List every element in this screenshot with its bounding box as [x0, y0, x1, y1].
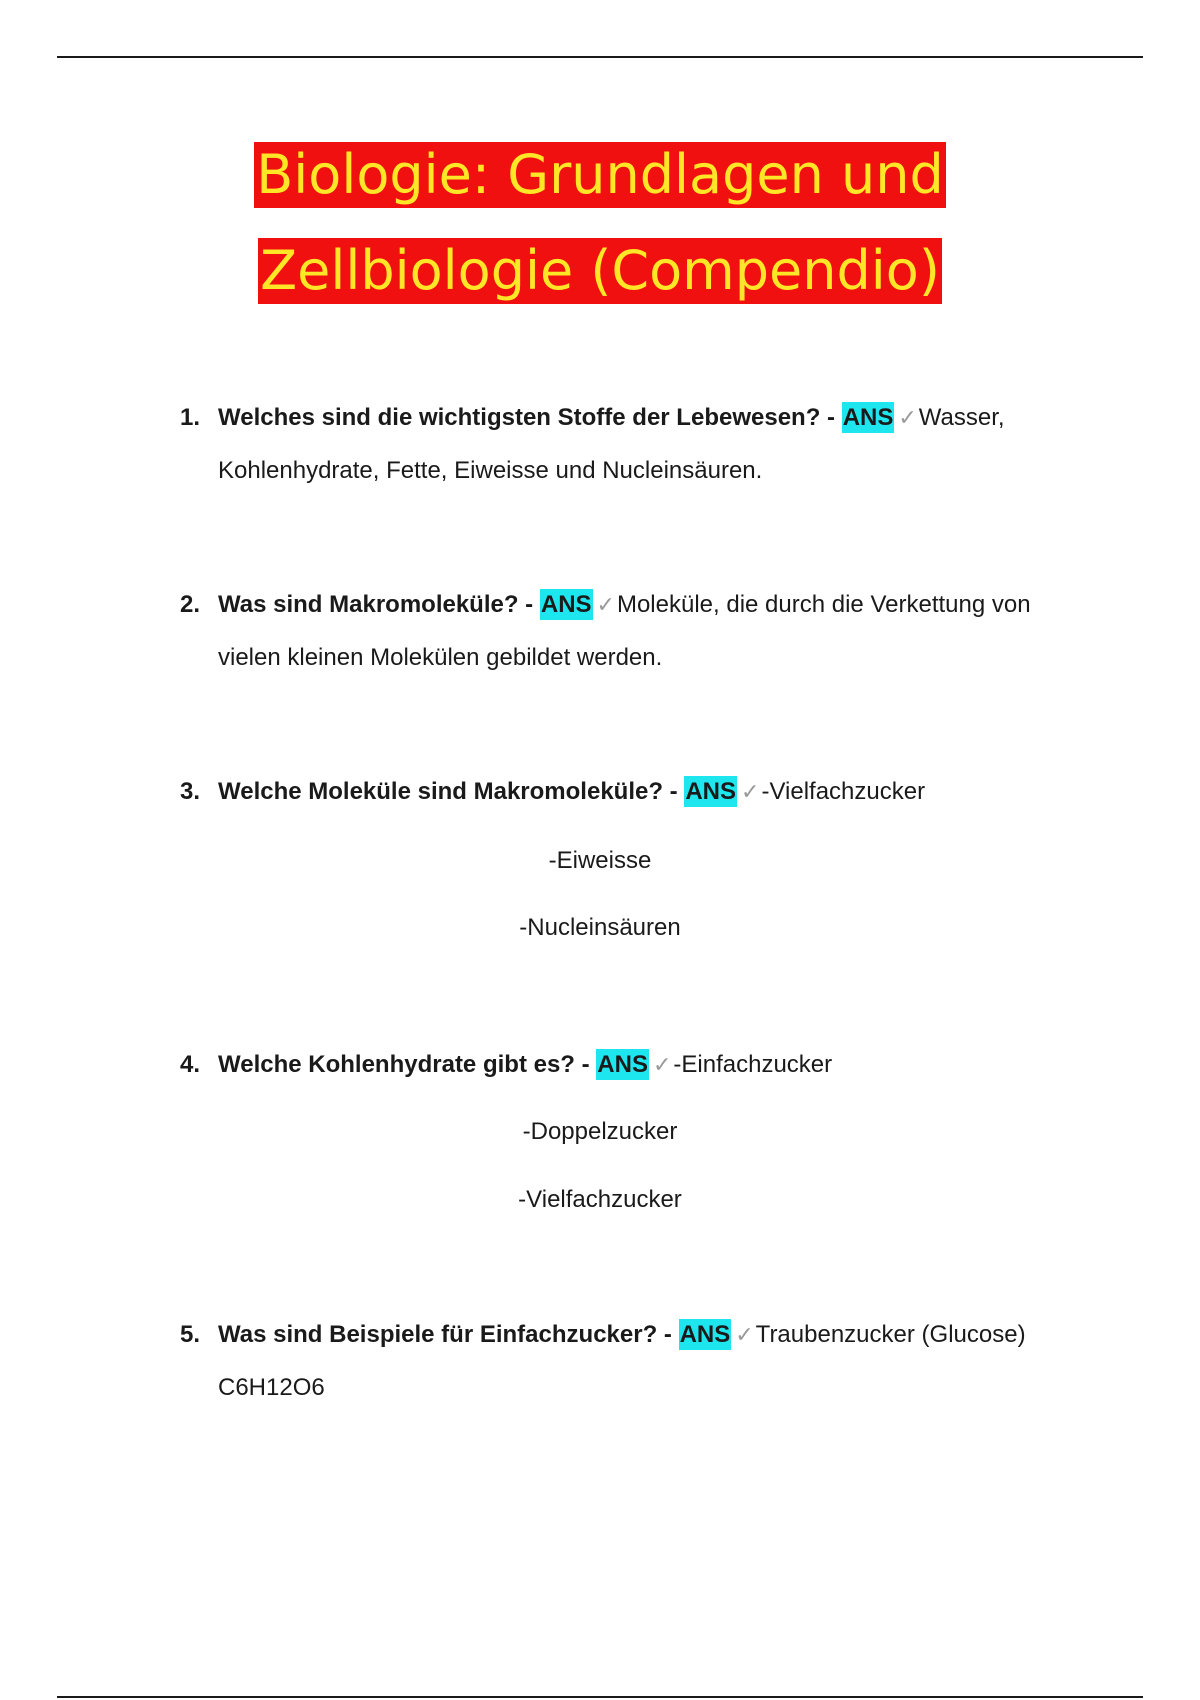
question-number: 1. — [180, 404, 201, 431]
ans-label: ANS — [679, 1321, 731, 1348]
top-rule — [57, 56, 1143, 58]
ans-label: ANS — [597, 1051, 648, 1078]
question-text: Welche Kohlenhydrate gibt es? - — [218, 1051, 590, 1078]
check-icon: ✓ — [898, 405, 917, 430]
answer-list-item: -Doppelzucker — [522, 1118, 678, 1145]
answer-continuation: Kohlenhydrate, Fette, Eiweisse und Nucleinsäuren. — [218, 457, 763, 484]
question-block-3 — [0, 776, 1200, 941]
ans-label: ANS — [540, 591, 592, 618]
document-title — [0, 142, 1200, 304]
question-text: Welche Moleküle sind Makromoleküle? - — [218, 778, 678, 805]
question-number: 4. — [180, 1051, 201, 1078]
question-number: 2. — [180, 591, 201, 618]
answer-text: Moleküle, die durch die Verkettung von — [616, 591, 1031, 618]
check-icon: ✓ — [596, 592, 615, 617]
answer-text: Wasser, — [918, 404, 1005, 431]
ans-label: ANS — [842, 404, 894, 431]
question-block-1 — [0, 402, 1200, 484]
bottom-rule — [57, 1696, 1143, 1698]
answer-text: Traubenzucker (Glucose) — [755, 1321, 1026, 1348]
question-block-5 — [0, 1319, 1200, 1401]
answer-text: -Vielfachzucker — [761, 778, 926, 805]
ans-label: ANS — [685, 778, 737, 805]
answer-continuation: vielen kleinen Molekülen gebildet werden. — [218, 644, 663, 671]
question-text: Welches sind die wichtigsten Stoffe der Lebewesen? - — [218, 404, 836, 431]
title-line-2: Zellbiologie (Compendio) — [260, 239, 940, 302]
answer-continuation: C6H12O6 — [218, 1374, 325, 1401]
question-text: Was sind Beispiele für Einfachzucker? - — [218, 1321, 672, 1348]
question-text: Was sind Makromoleküle? - — [218, 591, 534, 618]
question-number: 5. — [180, 1321, 201, 1348]
answer-text: -Einfachzucker — [673, 1051, 833, 1078]
question-block-4 — [0, 1049, 1200, 1213]
check-icon: ✓ — [741, 779, 760, 804]
answer-list-item: -Eiweisse — [548, 847, 652, 874]
check-icon: ✓ — [735, 1322, 754, 1347]
check-icon: ✓ — [652, 1052, 672, 1077]
question-block-2 — [0, 589, 1200, 671]
title-line-1: Biologie: Grundlagen und — [256, 143, 944, 206]
answer-list-item: -Nucleinsäuren — [519, 914, 681, 941]
question-number: 3. — [180, 778, 201, 805]
answer-list-item: -Vielfachzucker — [518, 1186, 682, 1213]
